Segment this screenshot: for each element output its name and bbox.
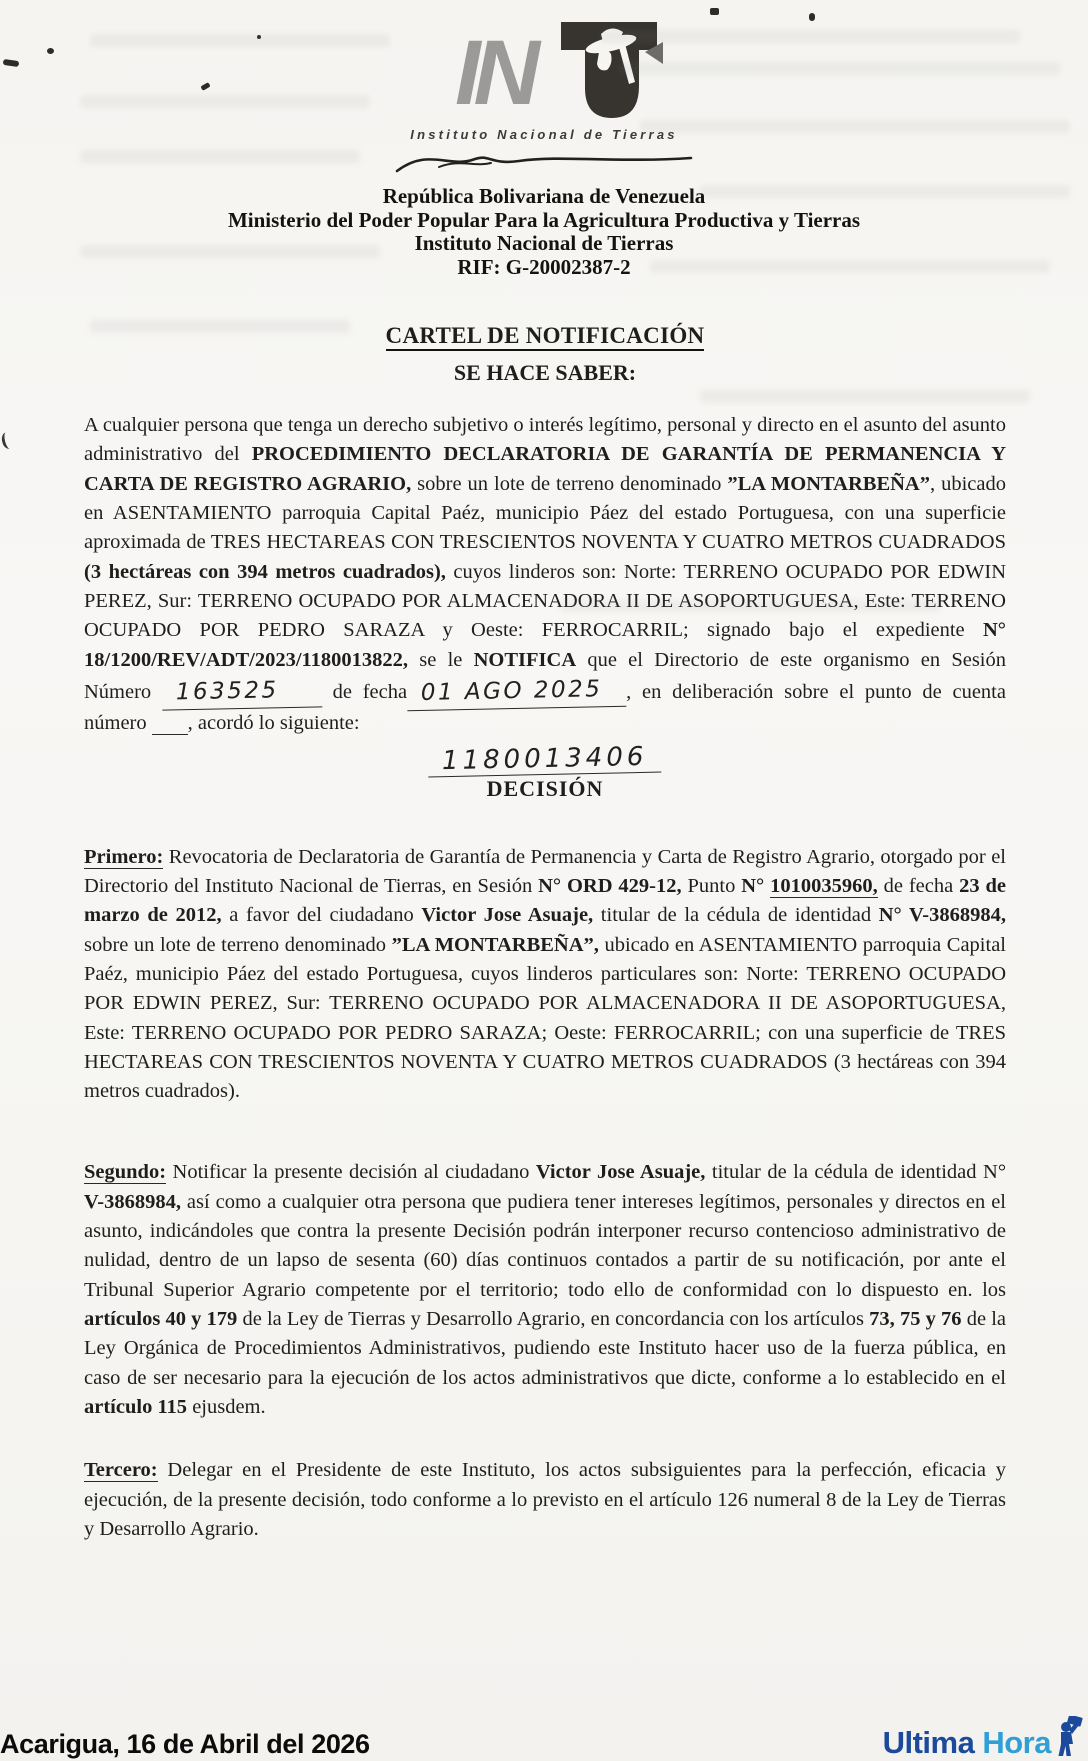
document-body xyxy=(0,323,1088,1544)
letterhead xyxy=(0,0,1088,279)
ink-speck xyxy=(710,8,719,15)
svg-text:IN: IN xyxy=(455,22,533,124)
clause-segundo: Segundo: Notificar la presente decisión al ciudadano Victor Jose Asuaje, titular de la cédula de identidad N° V-3868984, así como a cualquier otra persona que pudiera tener intereses legítimos, personales y directos en el asunto, indicándoles que contra la presente Decisión podrán interponer recurso contencioso administrativo de nulidad, dentro de un lapso de sesenta (60) días continuos contados a partir de su notificación, por ante el Tribunal Superior Agrario competente por el territorio; todo ello de conformidad con lo dispuesto en. los artículos 40 y 179 de la Ley de Tierras y Desarrollo Agrario, en concordancia con los artículos 73, 75 y 76 de la Ley Orgánica de Procedimientos Administrativos, pudiendo este Instituto hacer uso de la fuerza pública, en caso de ser necesario para la ejecución de los actos administrativos que dicte, conforme a lo establecido en el artículo 115 ejusdem. xyxy=(84,1161,1007,1418)
clause-primero: Primero: Revocatoria de Declaratoria de Garantía de Permanencia y Carta de Registro Agrario, otorgado por el Directorio del Instituto Nacional de Tierras, en Sesión N° ORD 429-12, Punto N° 1010035960, de fecha 23 de marzo de 2012, a favor del ciudadano Victor Jose Asuaje, titular de la cédula de identidad N° V-3868984, sobre un lote de terreno denominado ”LA MONTARBEÑA”, ubicado en ASENTAMIENTO parroquia Capital Paéz, municipio Páez del estado Portuguesa, cuyos linderos particulares son: Norte: TERRENO OCUPADO POR EDWIN PEREZ, Sur: TERRENO OCUPADO POR ALMACENADORA II DE ASOPORTUGUESA, Este: TERRENO OCUPADO POR PEDRO SARAZA; Oeste: FERROCARRIL; con una superficie de TRES HECTAREAS CON TRESCIENTOS NOVENTA Y CUATRO METROS CUADRADOS (3 hectáreas con 394 metros cuadrados). xyxy=(84,845,1006,1103)
int-logo xyxy=(0,18,1088,126)
newsboy-icon xyxy=(1053,1716,1083,1758)
decision-heading: DECISIÓN xyxy=(486,775,604,801)
document-subtitle: SE HACE SABER: xyxy=(453,360,637,386)
ink-speck xyxy=(809,13,815,21)
letterhead-line-institute: Instituto Nacional de Tierras xyxy=(414,231,674,256)
notification-paragraph: A cualquier persona que tenga un derecho subjetivo o interés legítimo, personal y directo en el asunto del asunto administrativo del PROCEDIMIENTO DECLARATORIA DE GARANTÍA DE PERMANENCIA Y CARTA DE REGISTRO AGRARIO, sobre un lote de terreno denominado ”LA MONTARBEÑA”, ubicado en ASENTAMIENTO parroquia Capital Paéz, municipio Páez del estado Portuguesa, con una superficie aproximada de TRES HECTAREAS CON TRESCIENTOS NOVENTA Y CUATRO METROS CUADRADOS (3 hectáreas con 394 metros cuadrados), cuyos linderos son: Norte: TERRENO OCUPADO POR EDWIN PEREZ, Sur: TERRENO OCUPADO POR ALMACENADORA II DE ASOPORTUGUESA, Este: TERRENO OCUPADO POR PEDRO SARAZA y Oeste: FERROCARRIL; signado bajo el expediente N° 18/1200/REV/ADT/2023/1180013822, se le NOTIFICA que el Directorio de este organismo en Sesión Número 163525 de fecha 01 AGO 2025 , en deliberación sobre el punto de cuenta número , acordó lo siguiente: xyxy=(84,414,1006,734)
int-logo-graphic xyxy=(419,18,669,126)
clause-tercero: Tercero: Delegar en el Presidente de este Instituto, los actos subsiguientes para la perfección, eficacia y ejecución, de la presente decisión, todo conforme a lo previsto en el artículo 126 numeral 8 de la Ley de Tierras y Desarrollo Agrario. xyxy=(84,1459,1006,1540)
brand-word-hora: Hora xyxy=(982,1725,1051,1760)
letterhead-line-country: República Bolivariana de Venezuela xyxy=(382,184,706,208)
ink-speck xyxy=(47,48,54,54)
signature-squiggle xyxy=(379,145,709,179)
letterhead-text xyxy=(0,185,1088,279)
brand-word-ultima: Ultima xyxy=(882,1725,975,1760)
logo-caption: Instituto Nacional de Tierras xyxy=(410,127,678,142)
ink-speck xyxy=(257,35,261,39)
dateline: Acarigua, 16 de Abril del 2026 xyxy=(0,1729,370,1759)
document-title: CARTEL DE NOTIFICACIÓN xyxy=(84,323,1006,349)
handwritten-account-number: 1180013406 xyxy=(84,745,1006,775)
letterhead-line-ministry: Ministerio del Poder Popular Para la Agricultura Productiva y Tierras xyxy=(227,207,861,232)
ultima-hora-logo xyxy=(883,1716,1083,1758)
letterhead-line-rif: RIF: G-20002387-2 xyxy=(457,254,631,279)
